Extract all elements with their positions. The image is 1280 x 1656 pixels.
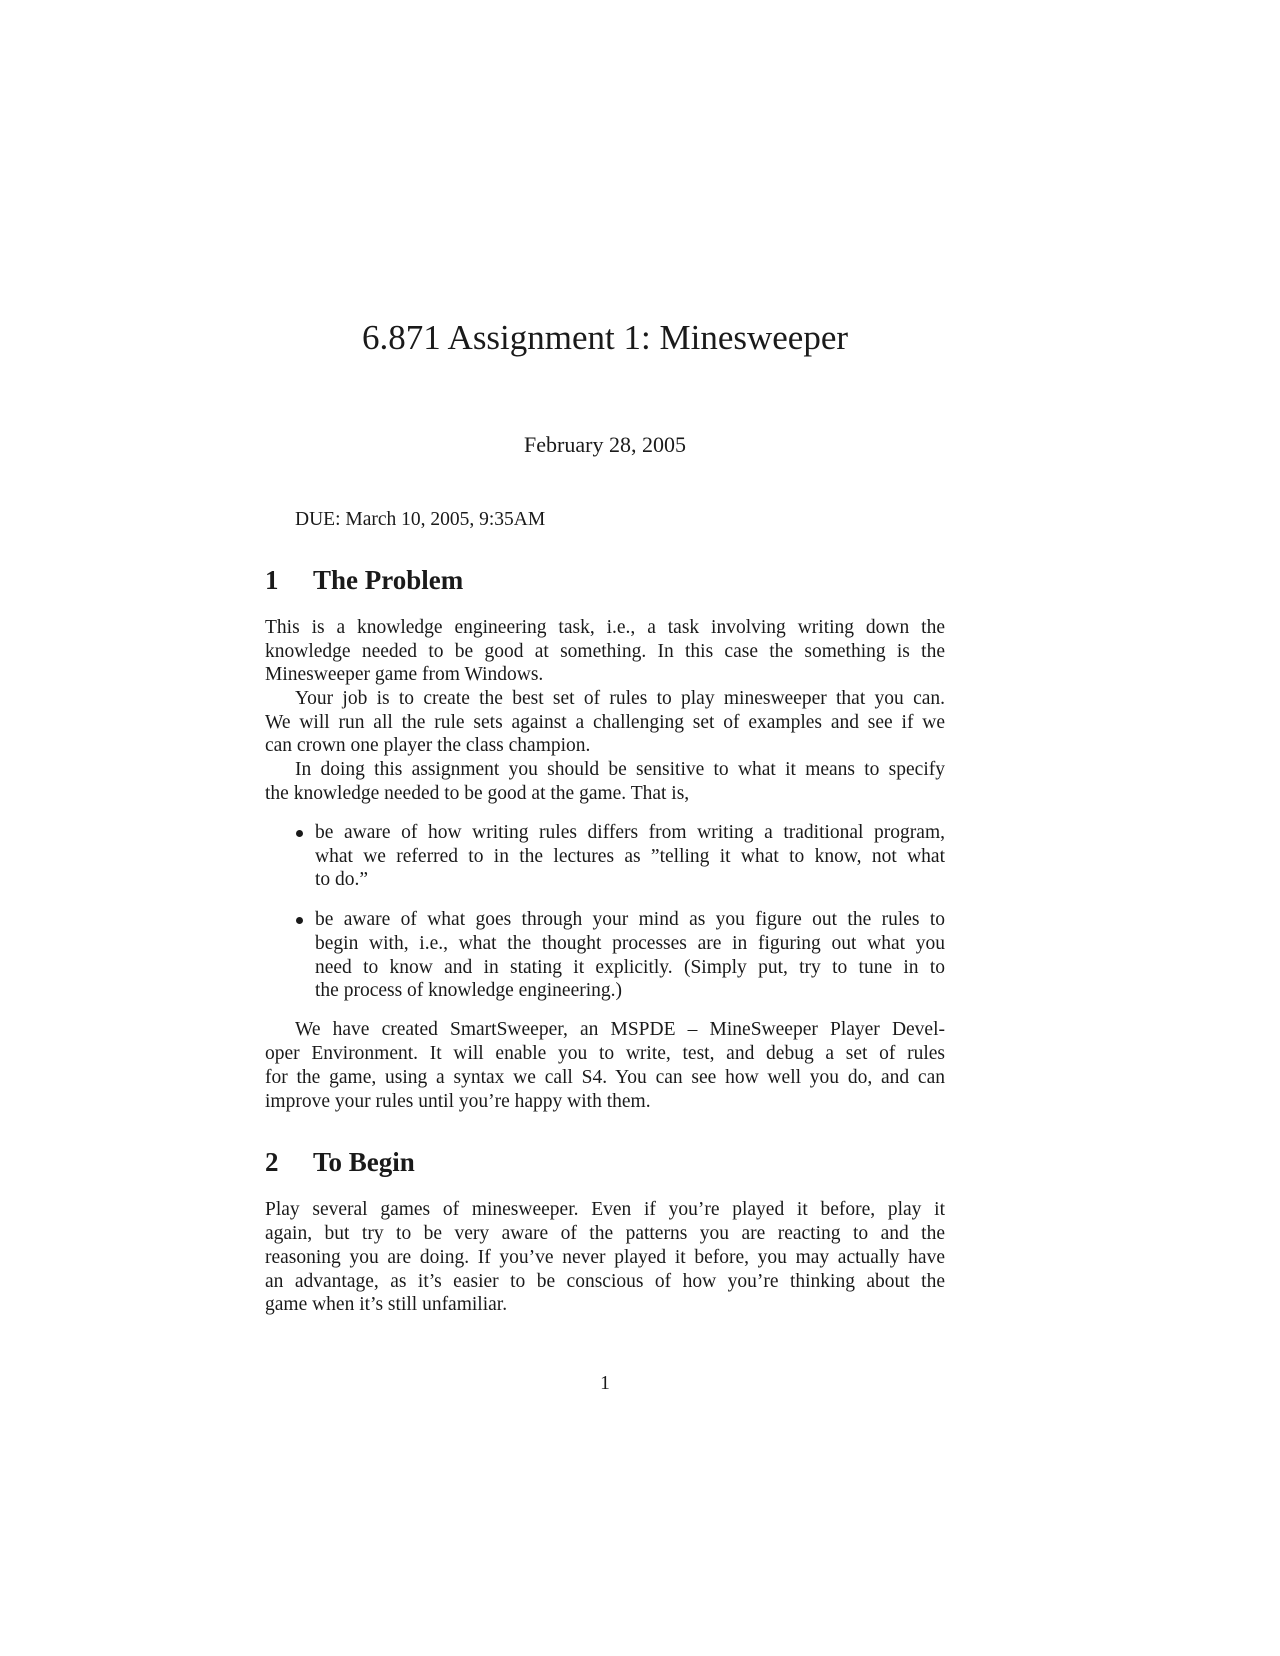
bullet-icon <box>296 830 303 837</box>
section-title: To Begin <box>313 1147 415 1177</box>
text-line: be aware of how writing rules differs from writing a traditional program, <box>315 822 945 843</box>
text-line: We will run all the rule sets against a challenging set of examples and see if we <box>265 712 945 733</box>
text-line: what we referred to in the lectures as ”telling it what to know, not what <box>315 846 945 867</box>
text-line: reasoning you are doing. If you’ve never played it before, you may actually have <box>265 1247 945 1268</box>
text-line: an advantage, as it’s easier to be conscious of how you’re thinking about the <box>265 1271 945 1292</box>
text-line: for the game, using a syntax we call S4. You can see how well you do, and can <box>265 1067 945 1088</box>
due-date: DUE: March 10, 2005, 9:35AM <box>295 509 546 530</box>
section-number: 1 <box>265 565 279 595</box>
text-line: Minesweeper game from Windows. <box>265 664 544 685</box>
text-line: In doing this assignment you should be sensitive to what it means to specify <box>295 759 945 780</box>
text-line: be aware of what goes through your mind as you figure out the rules to <box>315 909 945 930</box>
text-line: We have created SmartSweeper, an MSPDE – MineSweeper Player Devel- <box>295 1019 945 1040</box>
section-number: 2 <box>265 1147 279 1177</box>
section-heading-1 <box>265 565 463 596</box>
text-line: begin with, i.e., what the thought processes are in figuring out what you <box>315 933 945 954</box>
bullet-icon <box>296 917 303 924</box>
text-line: Play several games of minesweeper. Even if you’re played it before, play it <box>265 1199 945 1220</box>
text-line: Your job is to create the best set of rules to play minesweeper that you can. <box>295 688 945 709</box>
text-line: knowledge needed to be good at something. In this case the something is the <box>265 641 945 662</box>
section-title: The Problem <box>313 565 464 595</box>
text-line: the process of knowledge engineering.) <box>315 980 623 1001</box>
document-date: February 28, 2005 <box>524 432 686 457</box>
text-line: improve your rules until you’re happy with them. <box>265 1091 651 1112</box>
page-number: 1 <box>600 1373 610 1394</box>
text-line: need to know and in stating it explicitly. (Simply put, try to tune in to <box>315 957 945 978</box>
text-line: This is a knowledge engineering task, i.e., a task involving writing down the <box>265 617 945 638</box>
text-line: the knowledge needed to be good at the game. That is, <box>265 783 690 804</box>
text-line: oper Environment. It will enable you to write, test, and debug a set of rules <box>265 1043 945 1064</box>
text-line: again, but try to be very aware of the patterns you are reacting to and the <box>265 1223 945 1244</box>
document-title: 6.871 Assignment 1: Minesweeper <box>361 318 849 357</box>
text-line: can crown one player the class champion. <box>265 735 591 756</box>
text-line: game when it’s still unfamiliar. <box>265 1294 508 1315</box>
text-line: to do.” <box>315 869 369 890</box>
section-heading-2 <box>265 1147 415 1178</box>
